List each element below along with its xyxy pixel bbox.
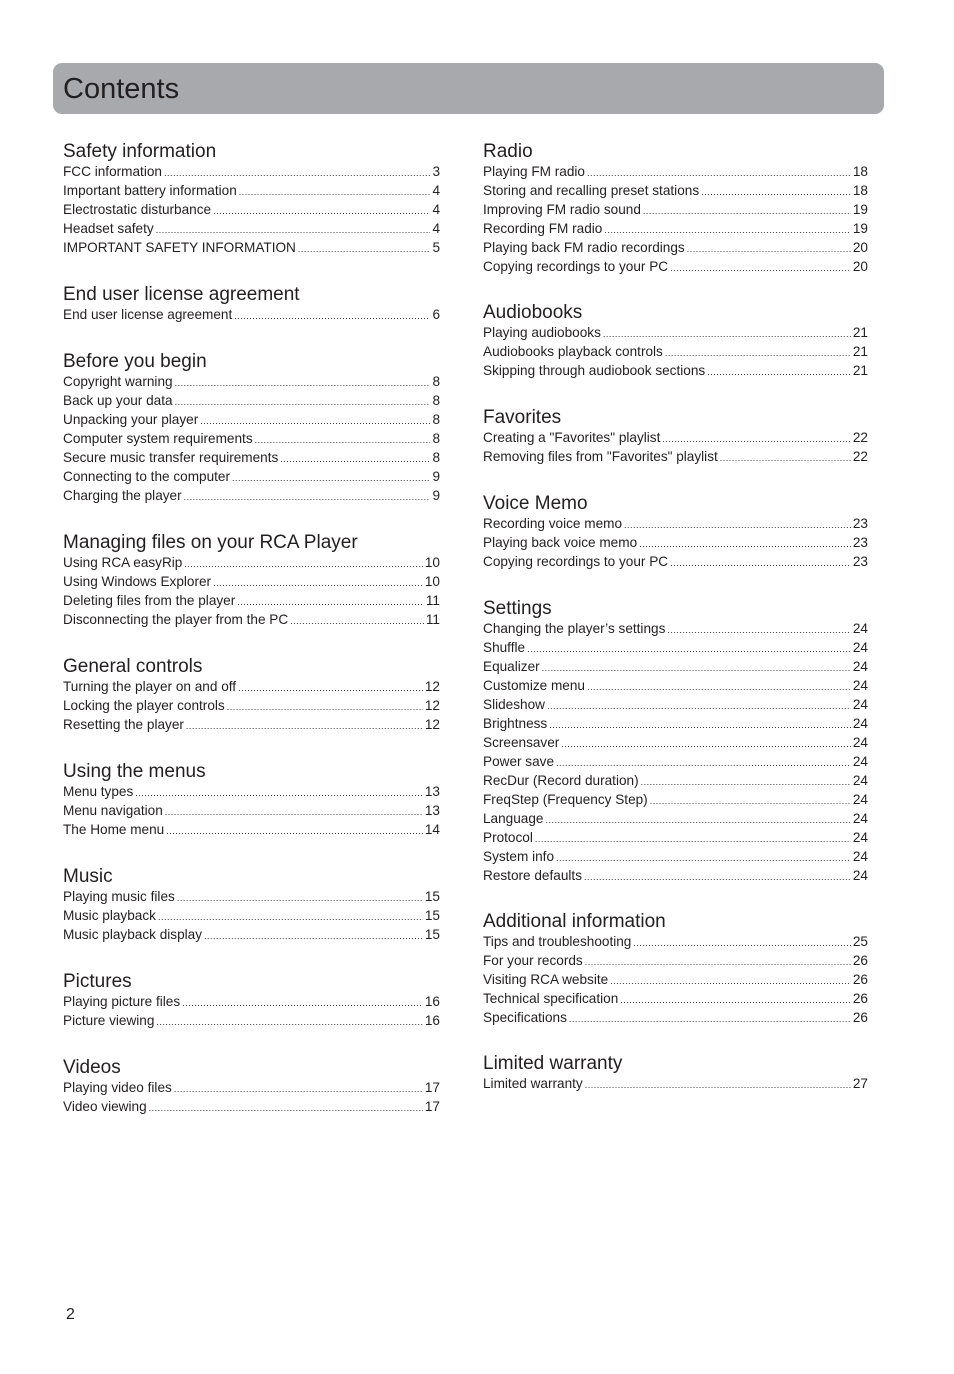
- toc-entry[interactable]: [63, 467, 440, 486]
- dot-leader: [687, 240, 851, 259]
- dot-leader: [213, 202, 430, 221]
- dot-leader: [156, 1013, 422, 1032]
- toc-section: [483, 303, 868, 380]
- toc-entry[interactable]: [483, 1074, 868, 1093]
- toc-entry-page-number: 11: [425, 593, 440, 608]
- dot-leader: [585, 953, 851, 972]
- toc-entry-label: Storing and recalling preset stations: [483, 183, 700, 198]
- toc-entry-label: Visiting RCA website: [483, 972, 609, 987]
- toc-entry-label: Customize menu: [483, 678, 585, 693]
- toc-entry[interactable]: [483, 361, 868, 380]
- toc-entry-page-number: 18: [852, 164, 868, 179]
- toc-entry[interactable]: [63, 887, 440, 906]
- toc-entry-label: Video viewing: [63, 1099, 147, 1114]
- toc-section: [63, 867, 440, 944]
- toc-entry[interactable]: [483, 552, 868, 571]
- toc-entry[interactable]: [483, 989, 868, 1008]
- dot-leader: [182, 994, 423, 1013]
- toc-entry-label: Specifications: [483, 1010, 567, 1025]
- dot-leader: [549, 716, 851, 735]
- dot-leader: [556, 849, 851, 868]
- section-heading: Limited warranty: [483, 1053, 623, 1074]
- page-title: Contents: [63, 73, 180, 105]
- toc-entry-label: Menu types: [63, 784, 134, 799]
- toc-entry[interactable]: [63, 181, 440, 200]
- toc-section: [63, 762, 440, 839]
- section-heading: Using the menus: [63, 761, 206, 782]
- toc-entry[interactable]: [63, 925, 440, 944]
- toc-section: [483, 142, 868, 276]
- toc-section: [483, 599, 868, 885]
- toc-section: [483, 494, 868, 571]
- toc-entry-label: Picture viewing: [63, 1013, 155, 1028]
- toc-entry-page-number: 26: [852, 972, 868, 987]
- toc-entry-label: Changing the player’s settings: [483, 621, 666, 636]
- toc-entry[interactable]: [63, 305, 440, 324]
- toc-entry[interactable]: [63, 486, 440, 505]
- toc-entry-page-number: 23: [852, 554, 868, 569]
- toc-entry[interactable]: [63, 820, 440, 839]
- toc-entry[interactable]: [483, 514, 868, 533]
- toc-entry-label: Menu navigation: [63, 803, 163, 818]
- toc-entry-label: Improving FM radio sound: [483, 202, 641, 217]
- section-heading: Before you begin: [63, 351, 207, 372]
- toc-entry[interactable]: [63, 238, 440, 257]
- toc-entry[interactable]: [483, 733, 868, 752]
- toc-entry-page-number: 5: [432, 240, 440, 255]
- dot-leader: [639, 535, 851, 554]
- toc-entry[interactable]: [483, 676, 868, 695]
- toc-entry-page-number: 12: [424, 698, 440, 713]
- toc-entry-page-number: 4: [432, 183, 440, 198]
- toc-entry-label: Music playback display: [63, 927, 203, 942]
- toc-entry-label: Shuffle: [483, 640, 526, 655]
- toc-entry-label: Using RCA easyRip: [63, 555, 183, 570]
- toc-entry[interactable]: [483, 219, 868, 238]
- section-heading: Audiobooks: [483, 302, 583, 323]
- toc-entry-label: Unpacking your player: [63, 412, 199, 427]
- toc-section: [483, 912, 868, 1027]
- toc-entry-label: Computer system requirements: [63, 431, 253, 446]
- toc-entry-page-number: 22: [852, 430, 868, 445]
- dot-leader: [720, 449, 851, 468]
- toc-entry-page-number: 21: [852, 344, 868, 359]
- dot-leader: [184, 488, 431, 507]
- toc-entry-page-number: 15: [424, 927, 440, 942]
- toc-entry[interactable]: [63, 715, 440, 734]
- section-heading: Additional information: [483, 911, 666, 932]
- toc-entry-label: Equalizer: [483, 659, 540, 674]
- dot-leader: [232, 469, 430, 488]
- toc-entry-page-number: 24: [852, 830, 868, 845]
- toc-entry-label: Headset safety: [63, 221, 154, 236]
- toc-section: [483, 1054, 868, 1093]
- toc-entry[interactable]: [483, 342, 868, 361]
- toc-entry-page-number: 6: [432, 307, 440, 322]
- toc-entry-label: Charging the player: [63, 488, 182, 503]
- toc-entry[interactable]: [63, 448, 440, 467]
- toc-entry-label: Playing back FM radio recordings: [483, 240, 685, 255]
- toc-entry-page-number: 11: [425, 612, 440, 627]
- toc-entry-page-number: 24: [852, 659, 868, 674]
- toc-entry-label: Playing picture files: [63, 994, 181, 1009]
- toc-section: [63, 1058, 440, 1116]
- section-heading: End user license agreement: [63, 284, 300, 305]
- dot-leader: [255, 431, 431, 450]
- toc-entry-label: Limited warranty: [483, 1076, 583, 1091]
- toc-entry-page-number: 23: [852, 516, 868, 531]
- toc-entry-label: For your records: [483, 953, 583, 968]
- toc-entry-page-number: 24: [852, 697, 868, 712]
- toc-entry[interactable]: [483, 932, 868, 951]
- section-heading: General controls: [63, 656, 203, 677]
- toc-entry[interactable]: [63, 572, 440, 591]
- toc-entry-label: Connecting to the computer: [63, 469, 231, 484]
- toc-entry-label: Brightness: [483, 716, 548, 731]
- toc-section: [63, 657, 440, 734]
- toc-entry-page-number: 12: [424, 679, 440, 694]
- toc-entry[interactable]: [483, 951, 868, 970]
- toc-entry-page-number: 19: [852, 202, 868, 217]
- toc-entry-label: Creating a "Favorites" playlist: [483, 430, 661, 445]
- toc-entry-label: Turning the player on and off: [63, 679, 237, 694]
- toc-entry-label: Removing files from "Favorites" playlist: [483, 449, 718, 464]
- page-number: 2: [66, 1306, 75, 1323]
- toc-entry-page-number: 20: [852, 240, 868, 255]
- dot-leader: [585, 1076, 851, 1095]
- section-heading: Favorites: [483, 407, 562, 428]
- toc-entry[interactable]: [63, 696, 440, 715]
- dot-leader: [166, 822, 423, 841]
- toc-entry-page-number: 24: [852, 621, 868, 636]
- toc-entry-page-number: 14: [424, 822, 440, 837]
- toc-entry-label: End user license agreement: [63, 307, 233, 322]
- toc-entry-page-number: 24: [852, 678, 868, 693]
- toc-entry-page-number: 10: [424, 555, 440, 570]
- dot-leader: [633, 934, 851, 953]
- toc-entry[interactable]: [483, 657, 868, 676]
- toc-entry-page-number: 3: [432, 164, 440, 179]
- dot-leader: [177, 889, 423, 908]
- toc-entry[interactable]: [483, 790, 868, 809]
- toc-entry-label: Locking the player controls: [63, 698, 225, 713]
- toc-entry-page-number: 23: [852, 535, 868, 550]
- toc-entry[interactable]: [483, 200, 868, 219]
- toc-entry-page-number: 24: [852, 754, 868, 769]
- toc-entry-page-number: 18: [852, 183, 868, 198]
- toc-entry-label: Disconnecting the player from the PC: [63, 612, 289, 627]
- toc-entry-page-number: 19: [852, 221, 868, 236]
- toc-entry[interactable]: [483, 771, 868, 790]
- toc-entry-page-number: 10: [424, 574, 440, 589]
- toc-entry[interactable]: [483, 828, 868, 847]
- toc-section: [483, 408, 868, 466]
- toc-entry-page-number: 24: [852, 716, 868, 731]
- toc-entry-label: Using Windows Explorer: [63, 574, 212, 589]
- dot-leader: [643, 202, 851, 221]
- dot-leader: [610, 972, 851, 991]
- dot-leader: [227, 698, 423, 717]
- dot-leader: [239, 183, 431, 202]
- dot-leader: [707, 363, 851, 382]
- dot-leader: [165, 803, 423, 822]
- toc-entry-page-number: 24: [852, 849, 868, 864]
- toc-section: [63, 533, 440, 629]
- toc-entry-page-number: 27: [852, 1076, 868, 1091]
- toc-entry-label: Slideshow: [483, 697, 545, 712]
- toc-entry-label: RecDur (Record duration): [483, 773, 639, 788]
- toc-entry-label: Secure music transfer requirements: [63, 450, 279, 465]
- dot-leader: [234, 307, 430, 326]
- toc-entry-label: FreqStep (Frequency Step): [483, 792, 648, 807]
- toc-entry[interactable]: [483, 809, 868, 828]
- toc-entry[interactable]: [63, 782, 440, 801]
- toc-entry-label: Music playback: [63, 908, 156, 923]
- section-heading: Safety information: [63, 141, 217, 162]
- toc-entry-label: Technical specification: [483, 991, 619, 1006]
- toc-entry-page-number: 21: [852, 325, 868, 340]
- toc-entry[interactable]: [483, 447, 868, 466]
- toc-entry[interactable]: [483, 970, 868, 989]
- toc-entry-page-number: 8: [432, 450, 440, 465]
- dot-leader: [535, 830, 851, 849]
- toc-entry-page-number: 21: [852, 363, 868, 378]
- toc-entry-label: The Home menu: [63, 822, 165, 837]
- toc-entry[interactable]: [63, 219, 440, 238]
- toc-entry-label: Playing music files: [63, 889, 175, 904]
- toc-entry[interactable]: [483, 533, 868, 552]
- dot-leader: [174, 1080, 423, 1099]
- toc-entry[interactable]: [483, 695, 868, 714]
- dot-leader: [547, 697, 851, 716]
- toc-entry-label: Copying recordings to your PC: [483, 259, 669, 274]
- toc-entry-page-number: 13: [424, 803, 440, 818]
- toc-entry-page-number: 24: [852, 811, 868, 826]
- toc-entry-page-number: 17: [424, 1099, 440, 1114]
- toc-entry-page-number: 12: [424, 717, 440, 732]
- section-heading: Settings: [483, 598, 552, 619]
- toc-entry-page-number: 8: [432, 412, 440, 427]
- toc-entry-label: Resetting the player: [63, 717, 184, 732]
- toc-entry-page-number: 4: [432, 202, 440, 217]
- toc-entry[interactable]: [63, 610, 440, 629]
- dot-leader: [561, 735, 851, 754]
- toc-entry-page-number: 22: [852, 449, 868, 464]
- toc-entry[interactable]: [63, 553, 440, 572]
- toc-entry-page-number: 26: [852, 1010, 868, 1025]
- dot-leader: [184, 555, 423, 574]
- dot-leader: [175, 374, 431, 393]
- toc-entry[interactable]: [483, 847, 868, 866]
- toc-entry[interactable]: [483, 619, 868, 638]
- dot-leader: [135, 784, 423, 803]
- toc-entry[interactable]: [63, 200, 440, 219]
- toc-entry-page-number: 13: [424, 784, 440, 799]
- toc-entry[interactable]: [63, 391, 440, 410]
- toc-entry-page-number: 17: [424, 1080, 440, 1095]
- toc-entry[interactable]: [483, 638, 868, 657]
- toc-entry-label: System info: [483, 849, 555, 864]
- toc-entry[interactable]: [63, 677, 440, 696]
- dot-leader: [280, 450, 430, 469]
- toc-entry[interactable]: [63, 906, 440, 925]
- toc-entry-page-number: 16: [424, 994, 440, 1009]
- toc-entry[interactable]: [63, 801, 440, 820]
- dot-leader: [670, 259, 851, 278]
- toc-entry[interactable]: [483, 238, 868, 257]
- toc-entry-page-number: 25: [852, 934, 868, 949]
- dot-leader: [186, 717, 423, 736]
- dot-leader: [667, 621, 851, 640]
- toc-entry-page-number: 4: [432, 221, 440, 236]
- dot-leader: [545, 811, 850, 830]
- toc-entry-label: Restore defaults: [483, 868, 582, 883]
- toc-entry-label: Tips and troubleshooting: [483, 934, 632, 949]
- toc-section: [63, 972, 440, 1030]
- toc-entry[interactable]: [483, 1008, 868, 1027]
- toc-entry[interactable]: [63, 162, 440, 181]
- toc-entry-label: Important battery information: [63, 183, 237, 198]
- toc-section: [63, 352, 440, 505]
- toc-entry-page-number: 15: [424, 889, 440, 904]
- toc-entry[interactable]: [483, 323, 868, 342]
- dot-leader: [213, 574, 423, 593]
- toc-entry-label: Audiobooks playback controls: [483, 344, 663, 359]
- toc-entry-page-number: 9: [432, 469, 440, 484]
- toc-entry-label: Language: [483, 811, 544, 826]
- dot-leader: [624, 516, 851, 535]
- dot-leader: [587, 678, 851, 697]
- dot-leader: [527, 640, 851, 659]
- dot-leader: [620, 991, 851, 1010]
- dot-leader: [641, 773, 851, 792]
- toc-entry-page-number: 26: [852, 991, 868, 1006]
- toc-section: [63, 142, 440, 257]
- toc-entry[interactable]: [483, 162, 868, 181]
- toc-entry[interactable]: [63, 992, 440, 1011]
- toc-entry-label: Electrostatic disturbance: [63, 202, 212, 217]
- toc-entry-page-number: 24: [852, 735, 868, 750]
- contents-header-bar: [53, 63, 884, 114]
- toc-entry-page-number: 16: [424, 1013, 440, 1028]
- toc-entry[interactable]: [483, 752, 868, 771]
- section-heading: Managing files on your RCA Player: [63, 532, 358, 553]
- toc-entry-label: Playing back voice memo: [483, 535, 638, 550]
- toc-entry-label: Protocol: [483, 830, 533, 845]
- section-heading: Voice Memo: [483, 493, 588, 514]
- dot-leader: [701, 183, 851, 202]
- toc-entry[interactable]: [63, 410, 440, 429]
- dot-leader: [238, 679, 423, 698]
- toc-entry-label: Recording voice memo: [483, 516, 623, 531]
- section-heading: Pictures: [63, 971, 132, 992]
- toc-entry-page-number: 8: [432, 374, 440, 389]
- toc-entry-page-number: 20: [852, 259, 868, 274]
- toc-entry[interactable]: [63, 1078, 440, 1097]
- dot-leader: [569, 1010, 851, 1029]
- toc-entry-page-number: 15: [424, 908, 440, 923]
- toc-entry-page-number: 26: [852, 953, 868, 968]
- toc-entry-label: Copyright warning: [63, 374, 173, 389]
- toc-entry[interactable]: [63, 1097, 440, 1116]
- toc-entry-page-number: 24: [852, 773, 868, 788]
- toc-entry-label: Copying recordings to your PC: [483, 554, 669, 569]
- dot-leader: [298, 240, 431, 259]
- toc-entry-label: FCC information: [63, 164, 162, 179]
- toc-entry[interactable]: [483, 428, 868, 447]
- dot-leader: [542, 659, 851, 678]
- toc-entry-label: Recording FM radio: [483, 221, 603, 236]
- toc-entry[interactable]: [483, 257, 868, 276]
- dot-leader: [149, 1099, 423, 1118]
- section-heading: Radio: [483, 141, 533, 162]
- toc-entry-label: Skipping through audiobook sections: [483, 363, 706, 378]
- toc-entry-page-number: 9: [432, 488, 440, 503]
- toc-entry[interactable]: [63, 1011, 440, 1030]
- toc-entry-page-number: 24: [852, 868, 868, 883]
- toc-entry[interactable]: [63, 591, 440, 610]
- dot-leader: [204, 927, 423, 946]
- toc-entry-page-number: 24: [852, 640, 868, 655]
- toc-entry[interactable]: [483, 714, 868, 733]
- dot-leader: [670, 554, 851, 573]
- toc-entry[interactable]: [483, 181, 868, 200]
- toc-entry-label: IMPORTANT SAFETY INFORMATION: [63, 240, 296, 255]
- toc-entry-label: Playing video files: [63, 1080, 172, 1095]
- dot-leader: [175, 393, 431, 412]
- toc-entry[interactable]: [63, 372, 440, 391]
- toc-entry-label: Playing audiobooks: [483, 325, 601, 340]
- toc-section: [63, 285, 440, 324]
- toc-entry-label: Deleting files from the player: [63, 593, 236, 608]
- toc-entry-page-number: 24: [852, 792, 868, 807]
- toc-entry-page-number: 8: [432, 393, 440, 408]
- toc-entry-label: Power save: [483, 754, 555, 769]
- toc-entry-label: Playing FM radio: [483, 164, 585, 179]
- dot-leader: [290, 612, 424, 631]
- section-heading: Videos: [63, 1057, 121, 1078]
- toc-entry[interactable]: [483, 866, 868, 885]
- toc-entry-page-number: 8: [432, 431, 440, 446]
- dot-leader: [650, 792, 851, 811]
- dot-leader: [584, 868, 851, 887]
- toc-entry-label: Back up your data: [63, 393, 173, 408]
- toc-entry[interactable]: [63, 429, 440, 448]
- toc-entry-label: Screensaver: [483, 735, 560, 750]
- section-heading: Music: [63, 866, 113, 887]
